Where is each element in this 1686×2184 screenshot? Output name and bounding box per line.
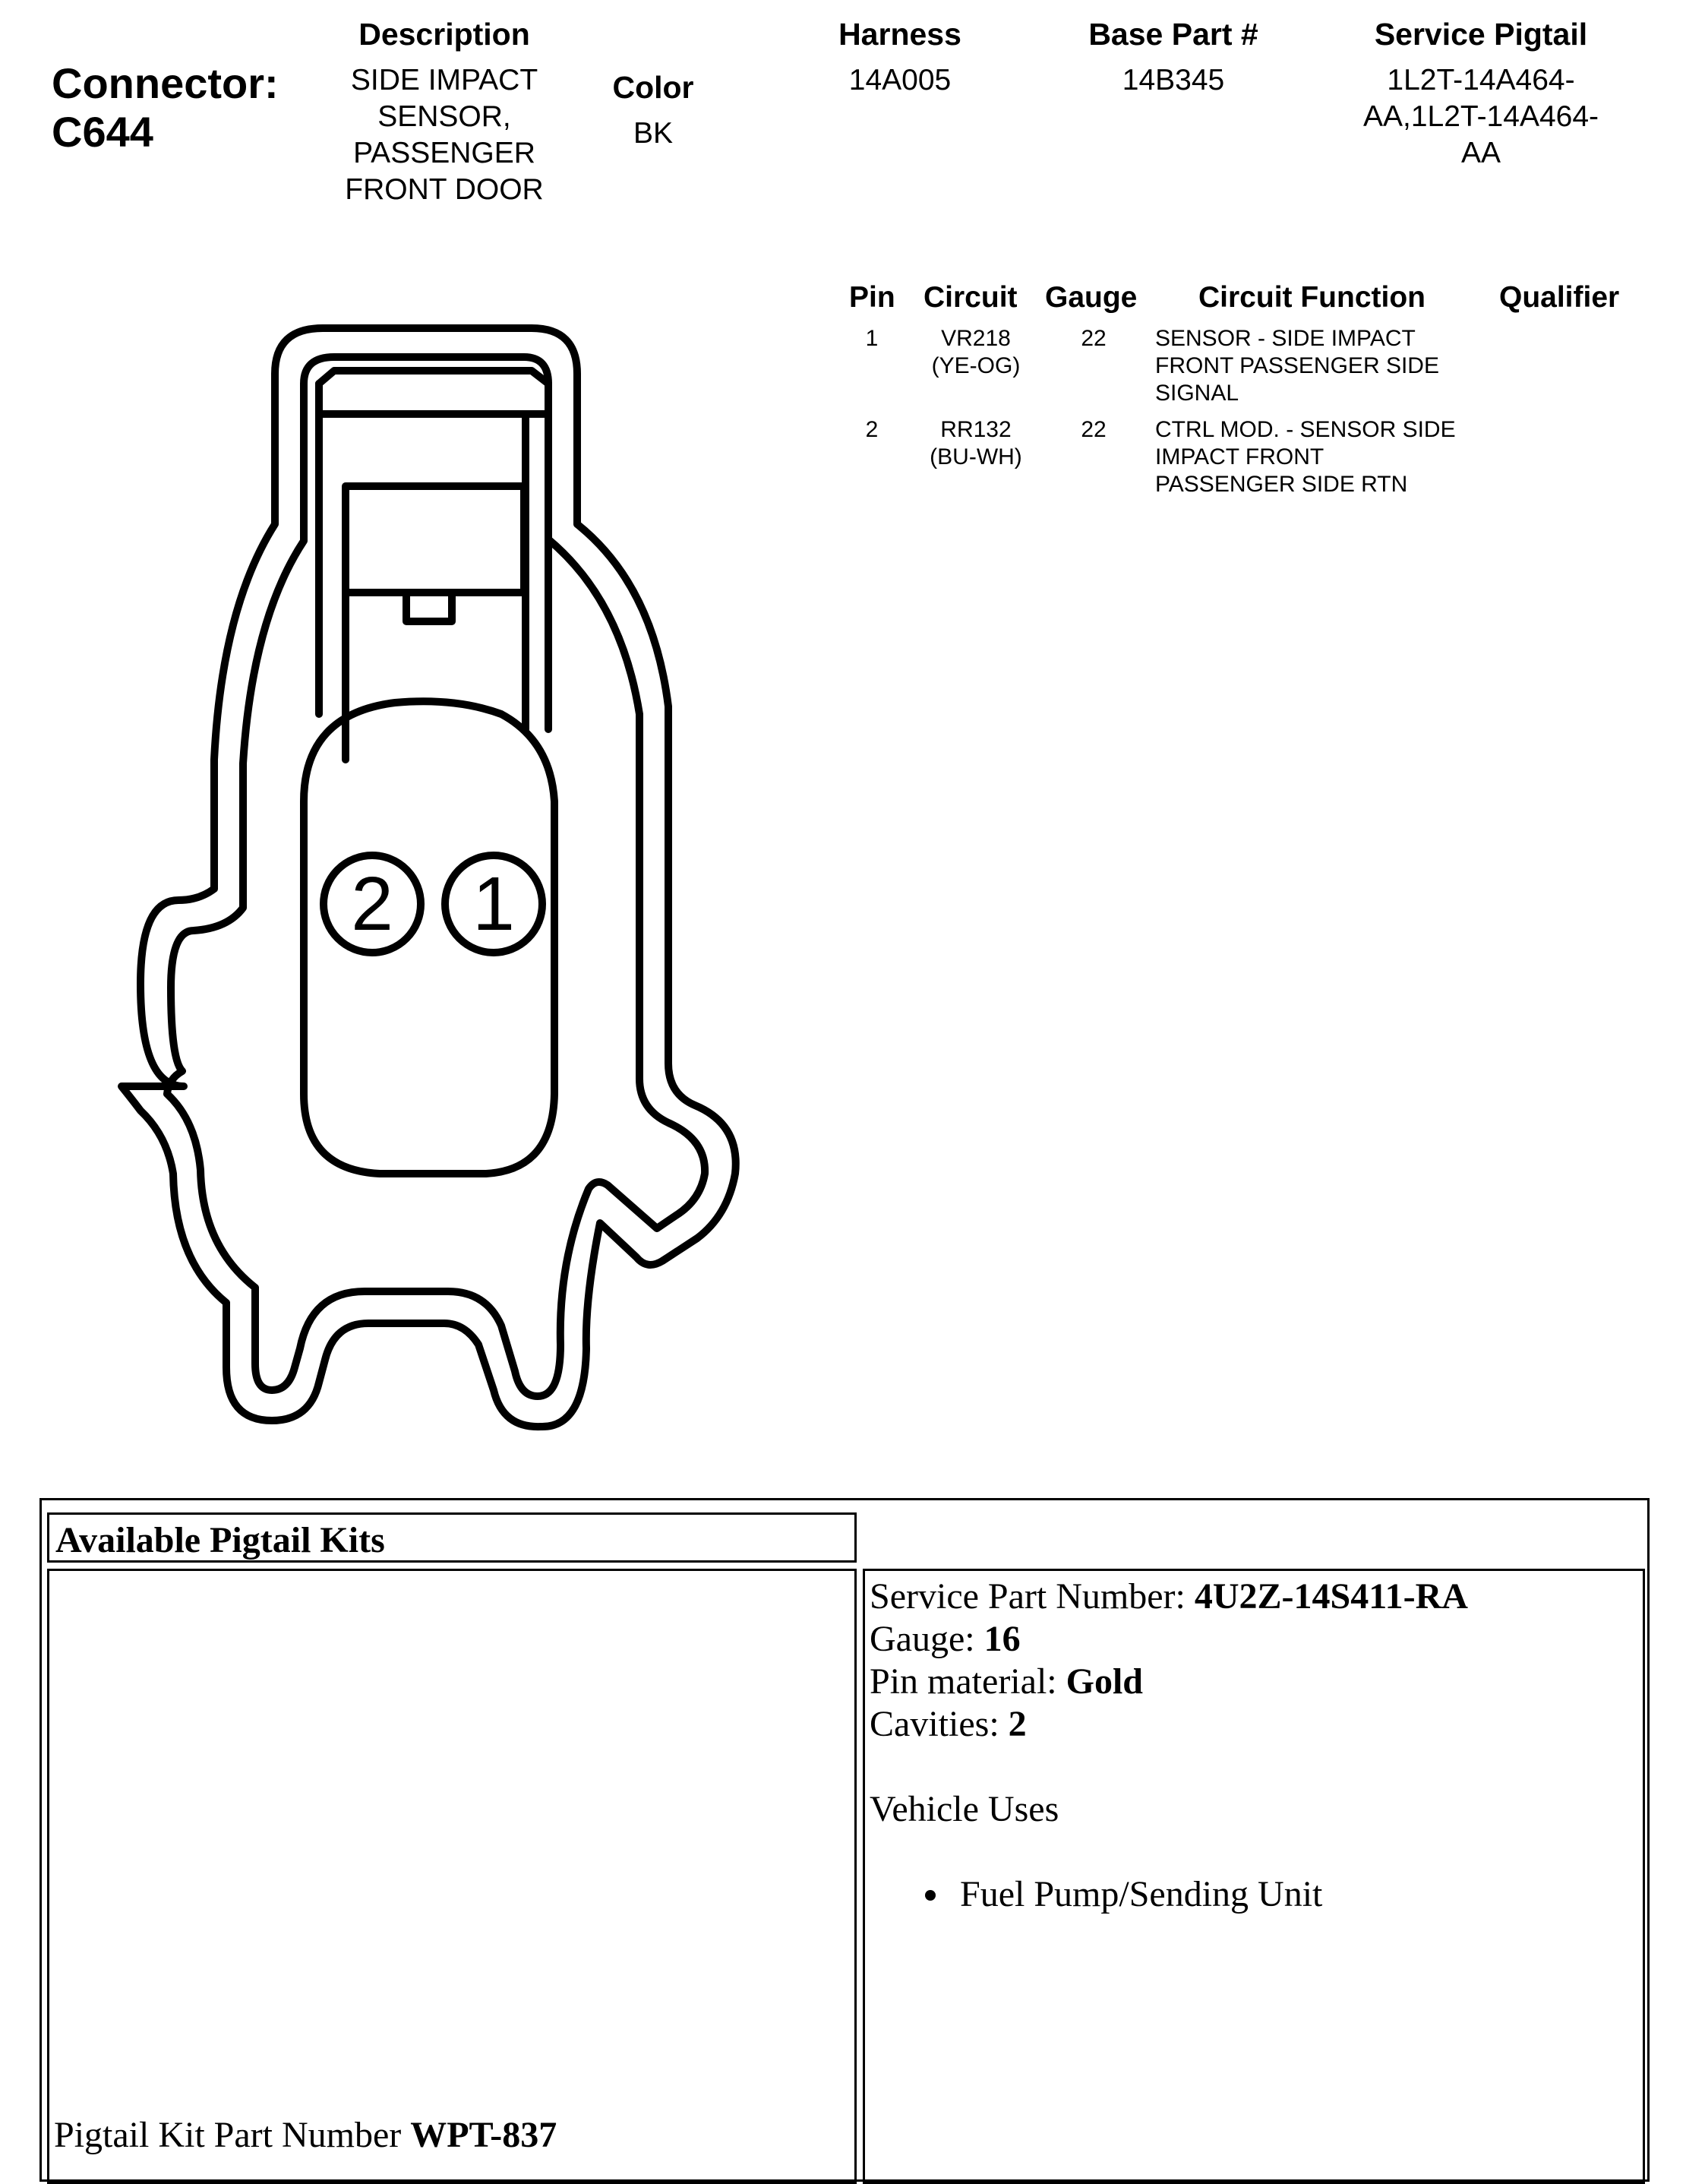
vehicle-uses-heading: Vehicle Uses (870, 1789, 1059, 1829)
description-line: FRONT DOOR (345, 173, 544, 206)
kits-title: Available Pigtail Kits (55, 1520, 385, 1560)
latch-key-notch (406, 593, 452, 621)
color-value: BK (633, 117, 674, 150)
vehicle-use-item: Fuel Pump/Sending Unit (960, 1874, 1323, 1914)
service-pigtail-value (1321, 62, 1640, 172)
kit-gauge-label: Gauge: (870, 1619, 984, 1659)
service-part-label: Service Part Number: (870, 1576, 1195, 1617)
kits-right-cell (863, 1569, 1645, 2184)
pin-label-1: 1 (472, 861, 515, 947)
row1-function-line: SIGNAL (1155, 381, 1239, 406)
circuit-function-header: Circuit Function (1198, 281, 1426, 314)
pigtail-kits-table (39, 1498, 1650, 2182)
row1-function-line: SENSOR - SIDE IMPACT (1155, 326, 1416, 351)
row2-pin: 2 (865, 417, 879, 442)
connector-face-diagram (0, 0, 835, 1481)
service-pigtail-line: AA (1460, 137, 1501, 169)
kits-title-cell (47, 1512, 857, 1563)
kit-gauge (870, 1618, 1021, 1661)
pin-header: Pin (849, 281, 895, 314)
description-header: Description (358, 17, 530, 52)
row2-circuit-code: RR132 (940, 417, 1012, 442)
row1-gauge: 22 (1081, 326, 1107, 351)
row2-function-line: PASSENGER SIDE RTN (1155, 472, 1408, 497)
kit-part-label: Pigtail Kit Part Number (54, 2115, 411, 2155)
row2-function (1155, 416, 1489, 498)
row2-function-line: IMPACT FRONT (1155, 444, 1324, 469)
description-line: PASSENGER (353, 137, 535, 169)
row2-function-line: CTRL MOD. - SENSOR SIDE (1155, 417, 1456, 442)
kit-gauge-value: 16 (984, 1619, 1021, 1659)
kits-left-cell (47, 1569, 857, 2184)
kit-cavities-value: 2 (1008, 1704, 1027, 1744)
description-line: SENSOR, (377, 100, 511, 133)
row1-circuit-code: VR218 (941, 326, 1011, 351)
row1-circuit (911, 325, 1040, 380)
kit-cavities (870, 1703, 1027, 1746)
description-line: SIDE IMPACT (350, 64, 538, 96)
kit-pin-material (870, 1661, 1143, 1703)
kit-pin-material-label: Pin material: (870, 1661, 1066, 1702)
connector-id: C644 (52, 108, 153, 156)
bullet-icon (925, 1890, 936, 1901)
qualifier-header: Qualifier (1499, 281, 1620, 314)
row1-function (1155, 325, 1489, 407)
row2-gauge: 22 (1081, 417, 1107, 442)
harness-header: Harness (838, 17, 961, 52)
service-part-value: 4U2Z-14S411-RA (1194, 1576, 1468, 1617)
kit-part-number (54, 2114, 557, 2157)
row2-circuit-color: (BU-WH) (930, 444, 1022, 469)
housing-inner-outline (167, 357, 705, 1396)
harness-value: 14A005 (848, 64, 952, 96)
color-header: Color (612, 70, 694, 105)
service-pigtail-line: 1L2T-14A464- (1387, 64, 1575, 96)
kit-pin-material-value: Gold (1066, 1661, 1143, 1702)
circuit-header: Circuit (924, 281, 1018, 314)
kit-part-value: WPT-837 (410, 2115, 557, 2155)
base-part-header: Base Part # (1088, 17, 1258, 52)
row1-function-line: FRONT PASSENGER SIDE (1155, 353, 1439, 378)
gauge-header: Gauge (1045, 281, 1138, 314)
connector-label: Connector: (52, 59, 279, 107)
row2-circuit (911, 416, 1040, 471)
service-pigtail-header: Service Pigtail (1374, 17, 1588, 52)
row1-circuit-color: (YE-OG) (931, 353, 1021, 378)
base-part-value: 14B345 (1122, 64, 1225, 96)
service-pigtail-line: AA,1L2T-14A464- (1362, 100, 1599, 133)
housing-outer-outline (122, 328, 736, 1427)
latch-outer (319, 371, 548, 729)
row1-pin: 1 (865, 326, 879, 351)
kit-cavities-label: Cavities: (870, 1704, 1009, 1744)
service-part-number (870, 1576, 1468, 1618)
latch-inner-rect (346, 486, 524, 593)
pin-label-2: 2 (351, 861, 393, 947)
